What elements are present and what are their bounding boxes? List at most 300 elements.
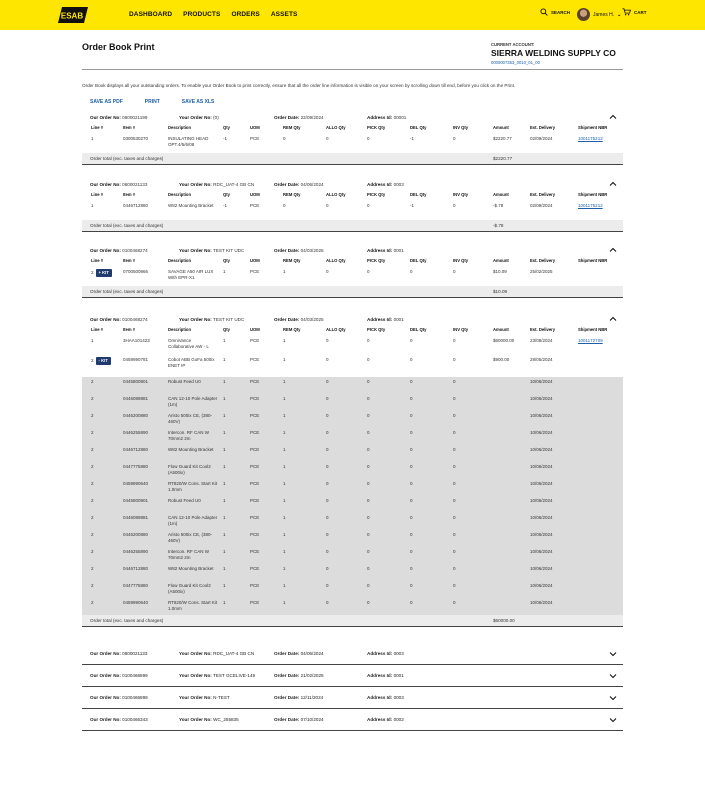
order-date-value: 04/03/2025: [300, 248, 324, 253]
nav-products[interactable]: PRODUCTS: [183, 11, 221, 18]
cell-del: 0: [410, 583, 413, 588]
cell-pick: 0: [367, 379, 370, 384]
column-header: INV Qty: [453, 258, 469, 263]
column-header: Item #: [123, 192, 136, 197]
order-header[interactable]: [82, 112, 623, 122]
chevron-up-icon[interactable]: [609, 315, 617, 323]
cell-est: 10/06/2024: [530, 583, 553, 588]
your-order-no-field: [179, 182, 254, 187]
address-id-value: 0003: [393, 695, 404, 700]
cell-line: 2: [91, 464, 94, 469]
order-date-label: Order Date:: [274, 717, 300, 722]
cell-desc: OmniVance Collaborative AW - L: [168, 338, 209, 349]
address-id-label: Address Id:: [367, 695, 393, 700]
cell-line: [91, 357, 111, 365]
order-total-label: Order total (exc. taxes and charges): [90, 618, 164, 623]
address-id-label: Address Id:: [367, 115, 393, 120]
line-number: 2: [91, 270, 94, 275]
order-date-field: [274, 248, 324, 253]
cart-button[interactable]: [622, 8, 647, 16]
column-header: Item #: [123, 327, 136, 332]
cell-del: 0: [410, 396, 413, 401]
cell-item: 0446200880: [123, 413, 149, 418]
column-header: Description: [168, 327, 192, 332]
cell-inv: 0: [453, 203, 456, 208]
chevron-down-icon[interactable]: [609, 672, 617, 680]
cell-line: 1: [91, 203, 94, 208]
cell-item: 0446712880: [123, 566, 149, 571]
address-id-label: Address Id:: [367, 248, 393, 253]
account-name: SIERRA WELDING SUPPLY CO: [491, 48, 616, 58]
column-header: Shipment NBR: [578, 125, 608, 130]
cell-rem: 1: [283, 600, 286, 605]
cell-est: 28/05/2024: [530, 357, 553, 362]
cell-line: 2: [91, 413, 94, 418]
your-order-no-label: Your Order No:: [179, 651, 212, 656]
cell-qty: 1: [223, 481, 226, 486]
your-order-no-value: TEST KIT UDC: [213, 317, 245, 322]
cell-allo: 0: [326, 379, 329, 384]
cell-del: -1: [410, 136, 415, 141]
order-date-label: Order Date:: [274, 695, 300, 700]
order-date-label: Order Date:: [274, 673, 300, 678]
cell-del: -1: [410, 203, 415, 208]
kit-component-row: [82, 581, 623, 598]
column-header: PICK Qty: [367, 192, 386, 197]
cell-allo: 0: [326, 566, 329, 571]
table-row: [82, 336, 623, 355]
column-header: Amount: [493, 327, 509, 332]
column-header: DEL Qty: [410, 258, 427, 263]
column-header: ALLO Qty: [326, 327, 346, 332]
cell-uom: PCE: [250, 498, 260, 503]
cell-uom: PCE: [250, 532, 260, 537]
search-button[interactable]: [540, 8, 570, 16]
order-date-field: [274, 673, 324, 678]
cell-item: 0300530270: [123, 136, 149, 141]
kit-component-row: [82, 411, 623, 428]
cell-uom: PCE: [250, 203, 260, 208]
search-label: SEARCH: [551, 9, 571, 15]
our-order-no-field: [90, 115, 147, 120]
search-icon: [540, 8, 548, 16]
order-total-row: [82, 286, 623, 297]
our-order-no-label: Our Order No:: [90, 695, 121, 700]
chevron-down-icon[interactable]: [609, 716, 617, 724]
address-id-value: 0001: [393, 317, 404, 322]
chevron-up-icon[interactable]: [609, 113, 617, 121]
order-date-value: 22/09/2024: [300, 115, 324, 120]
your-order-no-field: [179, 673, 255, 678]
our-order-no-field: [90, 317, 148, 322]
cell-rem: 1: [283, 430, 286, 435]
column-header: Shipment NBR: [578, 327, 608, 332]
cell-desc: INSULATING HEAD OPT.4/5/6/08: [168, 136, 209, 147]
cell-line: [91, 269, 112, 277]
your-order-no-value: (0): [213, 115, 219, 120]
cell-allo: 0: [326, 549, 329, 554]
column-header: Amount: [493, 192, 509, 197]
cell-uom: PCE: [250, 447, 260, 452]
cell-del: 0: [410, 532, 413, 537]
order-date-value: 12/11/2024: [300, 695, 324, 700]
cell-allo: 0: [326, 481, 329, 486]
nav-assets[interactable]: ASSETS: [270, 11, 298, 18]
column-header: DEL Qty: [410, 125, 427, 130]
cell-line: 2: [91, 481, 94, 486]
column-header: PICK Qty: [367, 125, 386, 130]
order-divider: [82, 626, 623, 627]
address-id-label: Address Id:: [367, 717, 393, 722]
address-id-field: [367, 182, 404, 187]
user-menu[interactable]: [577, 8, 621, 21]
cell-est: 25/02/2025: [530, 269, 553, 274]
cell-line: 2: [91, 447, 94, 452]
cell-item: 0446712880: [123, 447, 149, 452]
nav-dashboard[interactable]: DASHBOARD: [129, 11, 173, 18]
order-date-label: Order Date:: [274, 115, 300, 120]
column-header: INV Qty: [453, 192, 469, 197]
column-header: Description: [168, 125, 192, 130]
cart-icon: [622, 8, 631, 16]
title-divider: [82, 69, 623, 70]
cell-est: 10/06/2024: [530, 413, 553, 418]
cell-uom: PCE: [250, 583, 260, 588]
cell-qty: 1: [223, 515, 226, 520]
cell-allo: 0: [326, 338, 329, 343]
your-order-no-field: [179, 695, 230, 700]
chevron-down-icon[interactable]: [609, 650, 617, 658]
address-id-field: [367, 695, 404, 700]
column-header: DEL Qty: [410, 192, 427, 197]
your-order-no-field: [179, 248, 244, 253]
cell-inv: 0: [453, 498, 456, 503]
cell-item: 0447775880: [123, 464, 149, 469]
kit-component-row: [82, 513, 623, 530]
cell-uom: PCE: [250, 413, 260, 418]
order-header[interactable]: [82, 314, 623, 324]
cell-rem: 1: [283, 583, 286, 588]
account-label: CURRENT ACCOUNT:: [491, 42, 535, 47]
column-header: Description: [168, 258, 192, 263]
cell-inv: 0: [453, 464, 456, 469]
order-section: [82, 112, 623, 165]
column-header: UOM: [250, 192, 260, 197]
column-header: Est. Delivery: [530, 125, 556, 130]
cell-inv: 0: [453, 338, 456, 343]
cell-pick: 0: [367, 203, 370, 208]
kit-component-row: [82, 547, 623, 564]
collapsed-order[interactable]: [82, 687, 623, 709]
column-header: Qty: [223, 125, 230, 130]
cell-inv: 0: [453, 532, 456, 537]
chevron-up-icon[interactable]: [609, 246, 617, 254]
cell-pick: 0: [367, 447, 370, 452]
save-as-xls-button[interactable]: SAVE AS XLS: [181, 99, 215, 105]
order-header[interactable]: [82, 179, 623, 189]
cell-del: 0: [410, 447, 413, 452]
cell-desc: W82 Mounting Bracket: [168, 566, 214, 571]
order-header[interactable]: [82, 245, 623, 255]
our-order-no-value: 0100466899: [122, 673, 148, 678]
our-order-no-label: Our Order No:: [90, 651, 121, 656]
cell-desc: Cobot ABB GoFa 500ix ENET IP: [168, 357, 215, 368]
column-header: Qty: [223, 327, 230, 332]
our-order-no-field: [90, 717, 148, 722]
order-section: [82, 179, 623, 232]
kit-component-row: [82, 530, 623, 547]
cell-est: 23/08/2024: [530, 338, 553, 343]
cell-qty: 1: [223, 498, 226, 503]
cell-est: 02/09/2024: [530, 203, 553, 208]
user-name: James H.: [593, 11, 615, 18]
cell-est: 10/06/2024: [530, 600, 553, 605]
column-header: REM Qty: [283, 125, 301, 130]
address-id-field: [367, 717, 404, 722]
column-header: Est. Delivery: [530, 327, 556, 332]
your-order-no-value: TEST KIT UDC: [213, 248, 245, 253]
order-divider: [82, 164, 623, 165]
column-header: Shipment NBR: [578, 258, 608, 263]
cell-item: 0445800901: [123, 379, 149, 384]
our-order-no-label: Our Order No:: [90, 317, 121, 322]
cell-pick: 0: [367, 430, 370, 435]
cell-est: 10/06/2024: [530, 464, 553, 469]
column-header: Qty: [223, 192, 230, 197]
your-order-no-field: [179, 317, 244, 322]
cell-allo: 0: [326, 532, 329, 537]
column-header: ALLO Qty: [326, 192, 346, 197]
cell-line: 2: [91, 396, 94, 401]
cell-item: 0446200880: [123, 532, 149, 537]
cell-qty: 1: [223, 379, 226, 384]
column-header: Est. Delivery: [530, 258, 556, 263]
order-lines-header: [82, 189, 623, 201]
cell-pick: 0: [367, 515, 370, 520]
order-divider: [82, 231, 623, 232]
cell-item: 0700500966: [123, 269, 149, 274]
cell-item: 0446255890: [123, 430, 149, 435]
cell-line: 1: [91, 338, 94, 343]
cell-inv: 0: [453, 481, 456, 486]
save-as-pdf-button[interactable]: SAVE AS PDF: [90, 99, 123, 105]
order-date-field: [274, 317, 324, 322]
our-order-no-field: [90, 673, 148, 678]
cell-inv: 0: [453, 600, 456, 605]
order-total-value: -$.78: [493, 223, 504, 228]
action-bar: [90, 99, 214, 105]
column-header: ALLO Qty: [326, 125, 346, 130]
cell-rem: 1: [283, 481, 286, 486]
table-row: [82, 267, 623, 286]
order-lines-header: [82, 122, 623, 134]
cell-ship[interactable]: 1001175212: [578, 136, 603, 141]
column-header: Amount: [493, 125, 509, 130]
cell-qty: 1: [223, 566, 226, 571]
kit-component-row: [82, 564, 623, 581]
order-date-value: 04/03/2025: [300, 317, 324, 322]
cell-amount: $10.09: [493, 269, 507, 274]
cell-rem: 1: [283, 549, 286, 554]
chevron-up-icon[interactable]: [609, 180, 617, 188]
cell-uom: PCE: [250, 269, 260, 274]
column-header: Shipment NBR: [578, 192, 608, 197]
cell-desc: Aristo 500ix CE, (380-460V): [168, 413, 213, 424]
cell-allo: 0: [326, 357, 329, 362]
your-order-no-label: Your Order No:: [179, 248, 212, 253]
page-description: Order Book displays all your outstanding orders. To enable your Order Book to print correctly, ensure that all the order line information is visible on your screen by scrolling down till end, before you click on the Print.: [82, 83, 516, 88]
cell-allo: 0: [326, 515, 329, 520]
cell-allo: 0: [326, 464, 329, 469]
chevron-down-icon[interactable]: [609, 694, 617, 702]
address-id-value: 0001: [393, 248, 404, 253]
cell-allo: 0: [326, 203, 329, 208]
order-lines-header: [82, 255, 623, 267]
your-order-no-value: RDC_UAT-4 GB CN: [213, 651, 255, 656]
cell-desc: SAVAGE A50 AIR LUX With EPR-X1: [168, 269, 214, 280]
cell-qty: 1: [223, 338, 226, 343]
kit-component-row: [82, 428, 623, 445]
cell-qty: 1: [223, 357, 226, 362]
page-title: Order Book Print: [82, 42, 155, 52]
cell-allo: 0: [326, 498, 329, 503]
cell-ship[interactable]: 1001172709: [578, 338, 603, 343]
cell-del: 0: [410, 515, 413, 520]
cell-desc: Flow Guard Kit Cool2 (A500ix): [168, 464, 211, 475]
cell-line: 2: [91, 600, 94, 605]
order-date-label: Order Date:: [274, 317, 300, 322]
cell-pick: 0: [367, 396, 370, 401]
cell-item: 0445800901: [123, 498, 149, 503]
cell-pick: 0: [367, 498, 370, 503]
cell-qty: 1: [223, 532, 226, 537]
cell-qty: 1: [223, 396, 226, 401]
column-header: UOM: [250, 258, 260, 263]
cell-del: 0: [410, 269, 413, 274]
cell-desc: Intercon. RF CAN W 70mm2 2m: [168, 549, 210, 560]
kit-component-row: [82, 377, 623, 394]
collapsed-order[interactable]: [82, 643, 623, 665]
order-date-label: Order Date:: [274, 651, 300, 656]
cell-allo: 0: [326, 413, 329, 418]
address-id-field: [367, 115, 406, 120]
cell-desc: RT820/W Cons. Start Kit 1.0mm: [168, 600, 218, 611]
cell-desc: CAN 12-10 Pole Adapter (1m): [168, 396, 218, 407]
cell-amount: $900.00: [493, 357, 510, 362]
cell-est: 10/06/2024: [530, 447, 553, 452]
cell-est: 10/06/2024: [530, 379, 553, 384]
address-id-value: 0002: [393, 717, 404, 722]
esab-logo[interactable]: [58, 7, 88, 23]
our-order-no-value: 0100468274: [122, 317, 148, 322]
cell-rem: 0: [283, 136, 286, 141]
cell-inv: 0: [453, 379, 456, 384]
cell-inv: 0: [453, 357, 456, 362]
address-id-label: Address Id:: [367, 673, 393, 678]
cell-item: 0446712880: [123, 203, 149, 208]
order-date-field: [274, 717, 324, 722]
print-button[interactable]: PRINT: [144, 99, 160, 105]
our-order-no-label: Our Order No:: [90, 115, 121, 120]
your-order-no-field: [179, 651, 254, 656]
cell-item: 0446255890: [123, 549, 149, 554]
cell-qty: 1: [223, 600, 226, 605]
kit-toggle-button[interactable]: + KIT: [96, 269, 112, 277]
address-id-field: [367, 248, 404, 253]
your-order-no-field: [179, 717, 239, 722]
cell-inv: 0: [453, 413, 456, 418]
cell-ship[interactable]: 1001175212: [578, 203, 603, 208]
your-order-no-label: Your Order No:: [179, 695, 212, 700]
collapsed-order[interactable]: [82, 709, 623, 731]
order-date-field: [274, 695, 323, 700]
cell-desc: CAN 12-10 Pole Adapter (1m): [168, 515, 218, 526]
cell-del: 0: [410, 498, 413, 503]
cell-rem: 1: [283, 396, 286, 401]
cell-uom: PCE: [250, 136, 260, 141]
address-id-value: 0001: [393, 673, 404, 678]
kit-toggle-button[interactable]: - KIT: [96, 357, 111, 365]
order-date-value: 21/02/2025: [300, 673, 324, 678]
column-header: INV Qty: [453, 125, 469, 130]
table-row: [82, 201, 623, 220]
cell-qty: 1: [223, 464, 226, 469]
your-order-no-value: TEST GCELIVE-149: [213, 673, 256, 678]
top-navigation-bar: [0, 0, 705, 30]
cell-allo: 0: [326, 269, 329, 274]
cell-item: 0447775880: [123, 583, 149, 588]
cell-inv: 0: [453, 269, 456, 274]
column-header: Line #: [91, 327, 104, 332]
svg-text:ESAB: ESAB: [60, 11, 84, 21]
cell-item: 0459990640: [123, 481, 149, 486]
account-number[interactable]: 0000007353_0010_01_00: [491, 60, 540, 65]
cell-item: 0446089881: [123, 515, 149, 520]
cell-del: 0: [410, 481, 413, 486]
kit-component-row: [82, 394, 623, 411]
nav-orders[interactable]: ORDERS: [231, 11, 260, 18]
cell-item: 0459990640: [123, 600, 149, 605]
cell-uom: PCE: [250, 396, 260, 401]
your-order-no-label: Your Order No:: [179, 115, 212, 120]
cell-del: 0: [410, 464, 413, 469]
our-order-no-field: [90, 182, 147, 187]
cell-uom: PCE: [250, 515, 260, 520]
order-date-value: 07/10/2024: [300, 717, 324, 722]
cell-line: 2: [91, 532, 94, 537]
order-section: [82, 245, 623, 298]
collapsed-order[interactable]: [82, 665, 623, 687]
order-date-label: Order Date:: [274, 248, 300, 253]
cell-del: 0: [410, 379, 413, 384]
cell-qty: 1: [223, 430, 226, 435]
cell-est: 10/06/2024: [530, 498, 553, 503]
column-header: Line #: [91, 192, 104, 197]
cell-uom: PCE: [250, 430, 260, 435]
order-total-label: Order total (exc. taxes and charges): [90, 156, 164, 161]
cell-item: 3HAA101423: [123, 338, 150, 343]
cell-qty: 1: [223, 583, 226, 588]
cell-pick: 0: [367, 136, 370, 141]
address-id-field: [367, 651, 404, 656]
order-date-value: 04/06/2024: [300, 651, 324, 656]
cell-est: 10/06/2024: [530, 430, 553, 435]
our-order-no-field: [90, 651, 147, 656]
cell-inv: 0: [453, 136, 456, 141]
cell-qty: -1: [223, 203, 228, 208]
kit-component-row: [82, 462, 623, 479]
cell-uom: PCE: [250, 481, 260, 486]
